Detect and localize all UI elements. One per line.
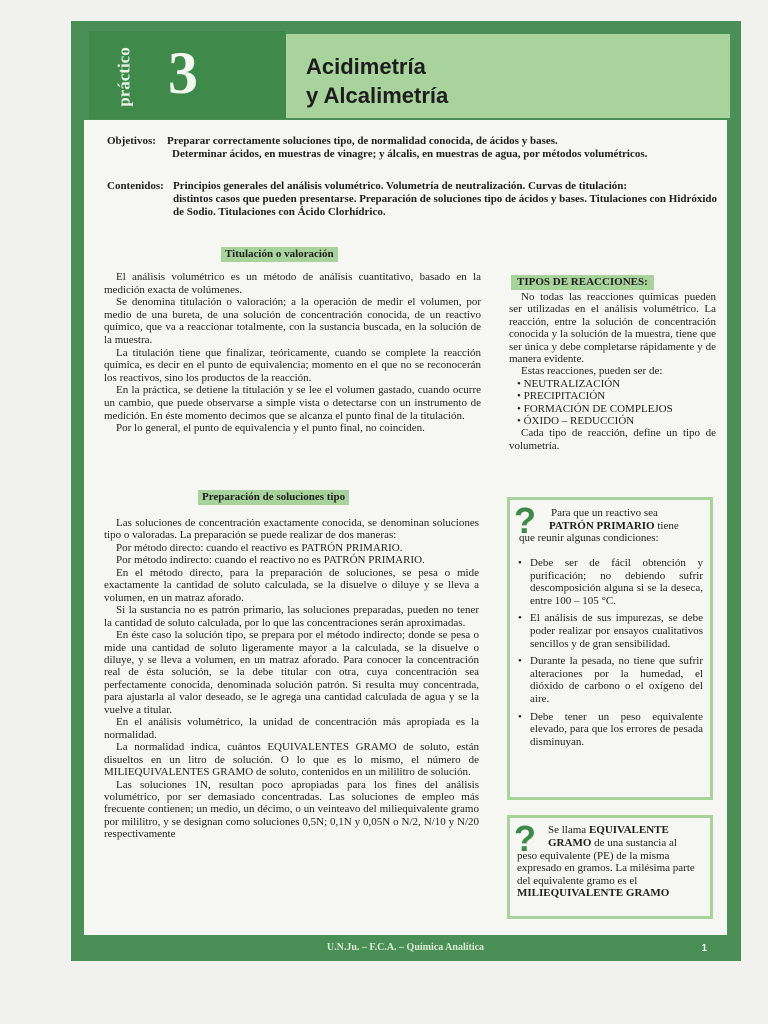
footer-text: U.N.Ju. – F.C.A. – Química Analítica (326, 942, 485, 953)
patron-intro: Para que un reactivo sea PATRÓN PRIMARIO tiene (549, 507, 679, 532)
objetivos-label: Objetivos: (107, 135, 156, 147)
list-item: • Debe ser de fácil obtención y purificación; no debiendo sufrir descomposición alguna si se la deseca, entre 100 – 105 °C. (518, 557, 703, 607)
paragraph: Las soluciones 1N, resultan poco apropiadas para los fines del análisis volumétrico, por ser demasiado concentradas. Las soluciones de empleo más frecuente contienen; un medio, un décimo, o un veinteavo del miliequivalente gramo por mililitro, y se designan como soluciones 0,5N; 0,1N y 0,05N o N/2, N/10 y N/20 respectivamente (104, 778, 479, 841)
practice-number: 3 (168, 40, 198, 106)
paragraph: Por método indirecto: cuando el reactivo no es PATRÓN PRIMARIO. (116, 554, 425, 567)
paragraph: Las soluciones de concentración exactamente conocida, se denominan soluciones tipo o valoradas. La preparación se puede realizar de dos maneras: (104, 517, 479, 542)
paragraph: Por lo general, el punto de equivalencia y el punto final, no coinciden. (116, 422, 425, 435)
equivalente-definition: peso equivalente (PE) de la misma expresado en gramos. La milésima parte del equivalente gramo es el MILIEQUIVALENTE GRAMO (517, 850, 695, 899)
patron-conditions-list (518, 557, 703, 753)
footer (84, 940, 727, 958)
paragraph: La titulación tiene que finalizar, teóricamente, cuando se complete la reacción química, es decir en el punto de equivalencia; momento en el que no se reconocerán los reactivos, sino los productos de la reacción. (104, 346, 481, 384)
list-item: • El análisis de sus impurezas, se debe poder realizar por ensayos cualitativos sencillos y de gran sensibilidad. (518, 612, 703, 650)
tipos-item: • NEUTRALIZACIÓN (517, 377, 621, 390)
contenidos-label: Contenidos: (107, 180, 164, 192)
objetivos-line2: Determinar ácidos, en muestras de vinagre; y álcalis, en muestras de agua, por métodos volumétricos. (172, 148, 648, 160)
page-title: Acidimetría y Alcalimetría (306, 54, 449, 108)
practico-label: práctico (115, 47, 135, 107)
paragraph: Si la sustancia no es patrón primario, las soluciones preparadas, pueden no tener la cantidad de soluto calculada, por lo que las concentraciones serán aproximadas. (104, 604, 479, 629)
preparacion-body (104, 517, 479, 841)
tipos-item: • FORMACIÓN DE COMPLEJOS (517, 402, 673, 415)
paragraph: En la práctica, se detiene la titulación y se lee el volumen gastado, cuando ocurre un cambio, que puede observarse a simple vista o detectarse con un instrumento de medición. En éste momento decimos que se alcanza el punto final de la titulación. (104, 384, 481, 422)
patron-conditions-lead: que reunir algunas condiciones: (519, 532, 659, 544)
preparacion-heading: Preparación de soluciones tipo (198, 490, 349, 505)
list-item: • Durante la pesada, no tiene que sufrir alteraciones por la humedad, el dióxido de carbono o el oxígeno del aire. (518, 655, 703, 705)
titulacion-body (104, 271, 481, 435)
tipos-body (509, 291, 716, 452)
page-number: 1 (701, 943, 707, 954)
paragraph: En el método directo, para la preparación de soluciones, se pesa o mide exactamente la cantidad de soluto calculada, se la disuelve o diluye y se lleva a volumen, en un matraz aforado. (104, 566, 479, 604)
titulacion-heading: Titulación o valoración (221, 247, 338, 262)
patron-emph: PATRÓN PRIMARIO (549, 519, 655, 532)
paragraph: La normalidad indica, cuántos EQUIVALENTES GRAMO de soluto, están disueltos en un litro de solución. O lo que es lo mismo, el número de MILIEQUIVALENTES GRAMO de soluto, contenidos en un mililitro de solución. (104, 741, 479, 779)
paragraph: En éste caso la solución tipo, se prepara por el método indirecto; donde se pesa o mide una cantidad de soluto ligeramente mayor a la calculada, se la disuelve o diluye, y se lleva a volumen, en un matraz aforado. Para conocer la concentración real de ésta solución, se la debe titular con otra, cuya concentración sea perfectamente conocida, denominada solución patrón. Si resulta muy concentrada, para ajustarla al valor deseado, se le agrega una cantidad calculada de agua y se la vuelve a titular. (104, 629, 479, 716)
equivalente-intro: Se llama EQUIVALENTE GRAMO de una sustancia al (548, 824, 677, 849)
question-mark-icon: ? (514, 818, 536, 859)
tipos-lead: Estas reacciones, pueden ser de: (521, 365, 663, 378)
contenidos-block (107, 180, 722, 219)
objetivos-block (107, 135, 717, 161)
contenidos-line1: Principios generales del análisis volumétrico. Volumetría de neutralización. Curvas de titulación: (173, 180, 628, 192)
paragraph: En el análisis volumétrico, la unidad de concentración más apropiada es la normalidad. (104, 716, 479, 741)
list-item: • Debe tener un peso equivalente elevado, para que los errores de pesada disminuyan. (518, 711, 703, 749)
paragraph: Por método directo: cuando el reactivo es PATRÓN PRIMARIO. (116, 541, 403, 554)
paragraph: Se denomina titulación o valoración; a la operación de medir el volumen, por medio de una bureta, de una solución de concentración conocida, de un reactivo químico, que va a reaccionar totalmente, con la sustancia buscada, en la solución de la muestra. (104, 296, 481, 346)
tipos-item: • ÓXIDO – REDUCCIÓN (517, 415, 635, 428)
objetivos-line1: Preparar correctamente soluciones tipo, de normalidad conocida, de ácidos y bases. (167, 135, 558, 147)
tipos-heading: TIPOS DE REACCIONES: (511, 275, 654, 290)
tipos-intro: No todas las reacciones químicas pueden ser utilizadas en el análisis volumétrico. La reacción, entre la solución de concentración conocida y la solución de la muestra, tiene que ser única y debe completarse rápidamente y de manera evidente. (509, 291, 716, 366)
contenidos-rest: distintos casos que pueden presentarse. Preparación de soluciones tipo de ácidos y bases. Titulaciones con Hidróxido de Sodio. Titulaciones con Ácido Clorhídrico. (173, 193, 718, 218)
tipos-item: • PRECIPITACIÓN (517, 390, 606, 403)
tipos-closing: Cada tipo de reacción, define un tipo de volumetría. (509, 427, 716, 452)
question-mark-icon: ? (514, 500, 536, 541)
paragraph: El análisis volumétrico es un método de análisis cuantitativo, basado en la medición exacta de volúmenes. (104, 271, 481, 296)
